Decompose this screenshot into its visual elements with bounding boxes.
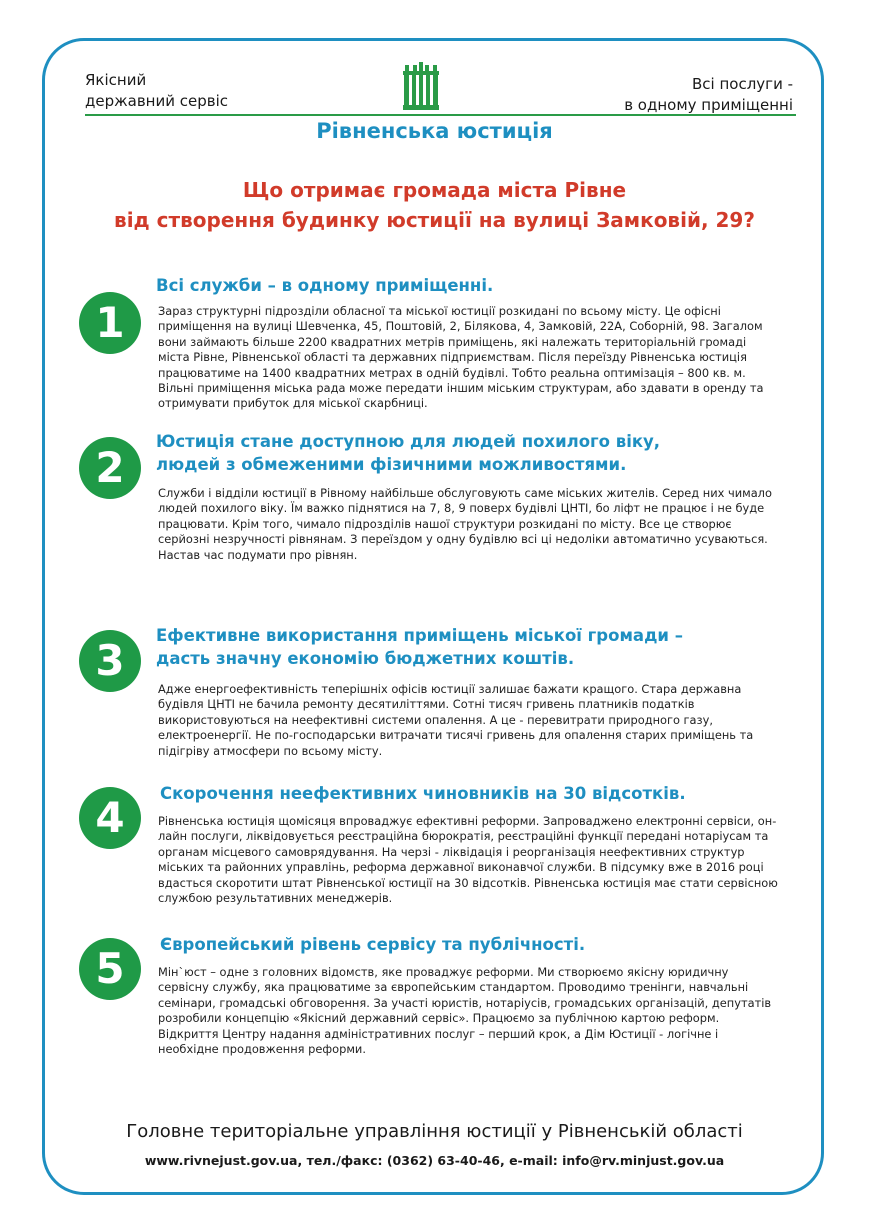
- header-right-line2: в одному приміщенні: [624, 96, 793, 114]
- section-title-line2: дасть значну економію бюджетних коштів.: [156, 649, 575, 668]
- section-body: Рівненська юстиція щомісяця впроваджує ефективні реформи. Запроваджено електронні сервіси, он-лайн послуги, ліквідовується реєстраційна бюрократія, реєстраційні функції передані нотаріусам та органам місцевого самоврядування. На черзі - ліквідація і реорганізація неефективних структур міських та районних управлінь, реформа державної виконавчої служби. В підсумку вже в 2016 році вдасться скоротити штат Рівненської юстиції на 30 відсотків. Рівненська юстиція має стати сервісною службою результативних менеджерів.: [158, 814, 778, 906]
- section-number-badge: 3: [79, 630, 141, 692]
- section-title-line1: Юстиція стане доступною для людей похилого віку,: [156, 432, 661, 451]
- section-number-badge: 2: [79, 437, 141, 499]
- page-title-line1: Що отримає громада міста Рівне: [242, 178, 627, 202]
- brand-title: Рівненська юстиція: [316, 119, 553, 143]
- footer-organization: Головне територіальне управління юстиції у Рівненській області: [126, 1121, 743, 1142]
- page-title-line2: від створення будинку юстиції на вулиці Замковій, 29?: [114, 208, 755, 232]
- header-right-line1: Всі послуги -: [692, 75, 793, 93]
- building-columns-icon: [403, 62, 439, 114]
- section-title-line1: Всі служби – в одному приміщенні.: [156, 276, 494, 295]
- header-slogan-left: [85, 70, 228, 112]
- section-title-line1: Європейський рівень сервісу та публічності.: [160, 935, 586, 954]
- header-slogan-right: [624, 74, 793, 116]
- section-body: Адже енергоефективність теперішніх офісів юстиції залишає бажати кращого. Стара державна будівля ЦНТІ не бачила ремонту десятиліттями. Сотні тисяч гривень платників податків використовуються на неефективні системи опалення. А це - перевитрати природного газу, електроенергії. Не по-господарськи витрачати тисячі гривень для опалення старих приміщень та підігріву атмосфери по всьому місту.: [158, 682, 754, 758]
- footer-contacts: www.rivnejust.gov.ua, тел./факс: (0362) 63-40-46, e-mail: info@rv.minjust.gov.ua: [144, 1153, 725, 1168]
- section-title: [160, 933, 585, 956]
- section-title-line2: людей з обмеженими фізичними можливостями.: [156, 455, 627, 474]
- section-title-line1: Ефективне використання приміщень міської громади –: [156, 626, 683, 645]
- page-title: [0, 175, 869, 235]
- header-left-line2: державний сервіс: [85, 92, 228, 110]
- section-number-badge: 5: [79, 938, 141, 1000]
- section-title-line1: Скорочення неефективних чиновників на 30 відсотків.: [160, 784, 686, 803]
- section-number-badge: 1: [79, 292, 141, 354]
- section-number-badge: 4: [79, 787, 141, 849]
- section-title: [156, 274, 493, 297]
- header-left-line1: Якісний: [85, 71, 147, 89]
- section-body: Мін`юст – одне з головних відомств, яке проваджує реформи. Ми створюємо якісну юридичну сервісну службу, яка працюватиме за європейським стандартом. Проводимо тренінги, навчальні семінари, громадські обговорення. За участі юристів, нотаріусів, громадських організацій, депутатів розробили концепцію «Якісний державний сервіс». Працюємо за публічною картою реформ. Відкриття Центру надання адміністративних послуг – перший крок, а Дім Юстиції - логічне і необхідне продовження реформи.: [158, 965, 772, 1057]
- section-body: Зараз структурні підрозділи обласної та міської юстиції розкидані по всьому місту. Це офісні приміщення на вулиці Шевченка, 45, Поштовій, 2, Білякова, 4, Замковій, 22А, Соборній, 98. Загалом вони займають більше 2200 квадратних метрів приміщень, які належать територіальній громаді міста Рівне, Рівненської області та державних підприємствам. Після переїзду Рівненська юстиція працюватиме на 1400 квадратних метрах в одній будівлі. Тобто реальна оптимізація – 800 кв. м. Вільні приміщення міська рада може передати іншим міським структурам, або здавати в оренду та отримувати прибуток для міської скарбниці.: [158, 304, 764, 411]
- header-divider: [85, 114, 796, 116]
- section-title: [160, 782, 686, 805]
- section-title: [156, 430, 660, 476]
- section-title: [156, 624, 683, 670]
- section-body: Служби і відділи юстиції в Рівному найбільше обслуговують саме міських жителів. Серед них чимало людей похилого віку. Їм важко піднятися на 7, 8, 9 поверх будівлі ЦНТІ, бо ліфт не працює і не буде працювати. Крім того, чимало підрозділів нашої структури розкидані по місту. Все це створює серйозні незручності рівнянам. З переїздом у одну будівлю всі ці недоліки автоматично усуваються. Настав час подумати про рівнян.: [158, 486, 772, 562]
